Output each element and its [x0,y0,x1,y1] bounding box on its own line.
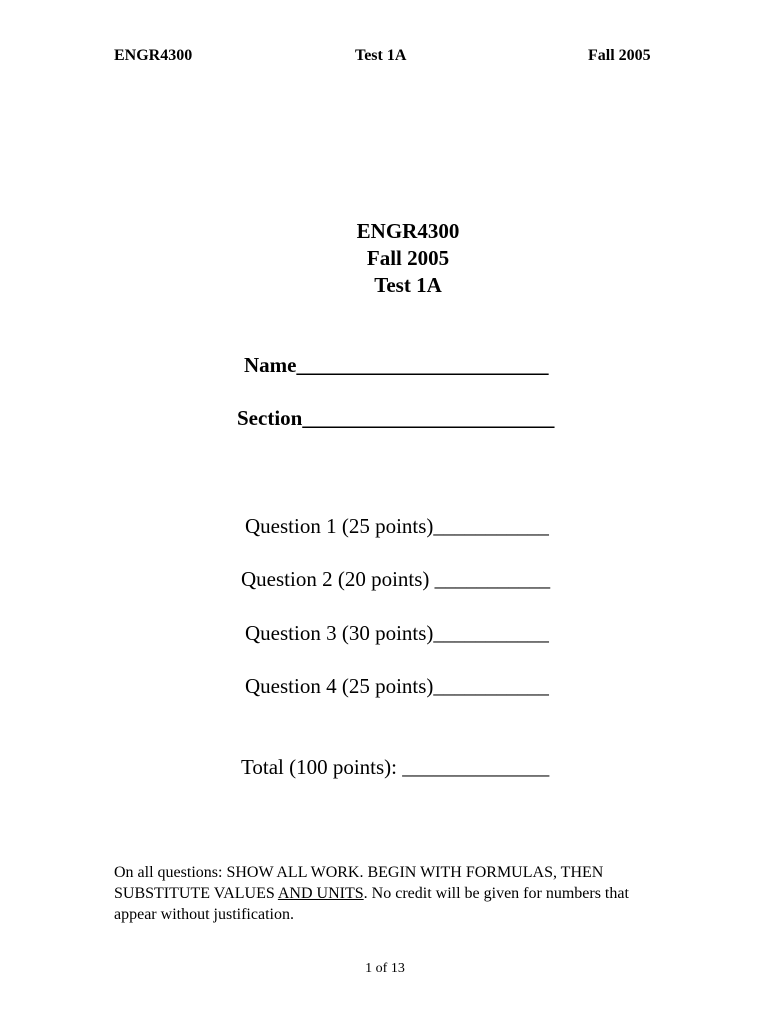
question-1-score: Question 1 (25 points)___________ [245,514,549,538]
title-term: Fall 2005 [366,246,450,270]
header-test: Test 1A [355,47,407,64]
header-course: ENGR4300 [114,47,193,64]
total-score: Total (100 points): ______________ [241,755,550,779]
title-course: ENGR4300 [356,219,460,243]
instructions [114,862,674,925]
section-field[interactable]: Section________________________ [237,406,555,430]
question-3-score: Question 3 (30 points)___________ [245,621,549,645]
instructions-underlined: AND UNITS [277,885,364,902]
name-field[interactable]: Name________________________ [244,353,549,377]
question-4-score: Question 4 (25 points)___________ [245,674,549,698]
header-term: Fall 2005 [588,47,651,64]
page-number: 1 of 13 [365,961,405,976]
question-2-score: Question 2 (20 points) ___________ [241,567,551,591]
instructions-text-1: On all questions: SHOW ALL WORK. BEGIN WITH FORMULAS, THEN SUBSTITUTE VALUES [114,864,604,902]
title-block [0,218,770,299]
title-test: Test 1A [374,273,442,297]
instructions-text-2: . No credit will be given for numbers that appear without justification. [114,885,629,923]
